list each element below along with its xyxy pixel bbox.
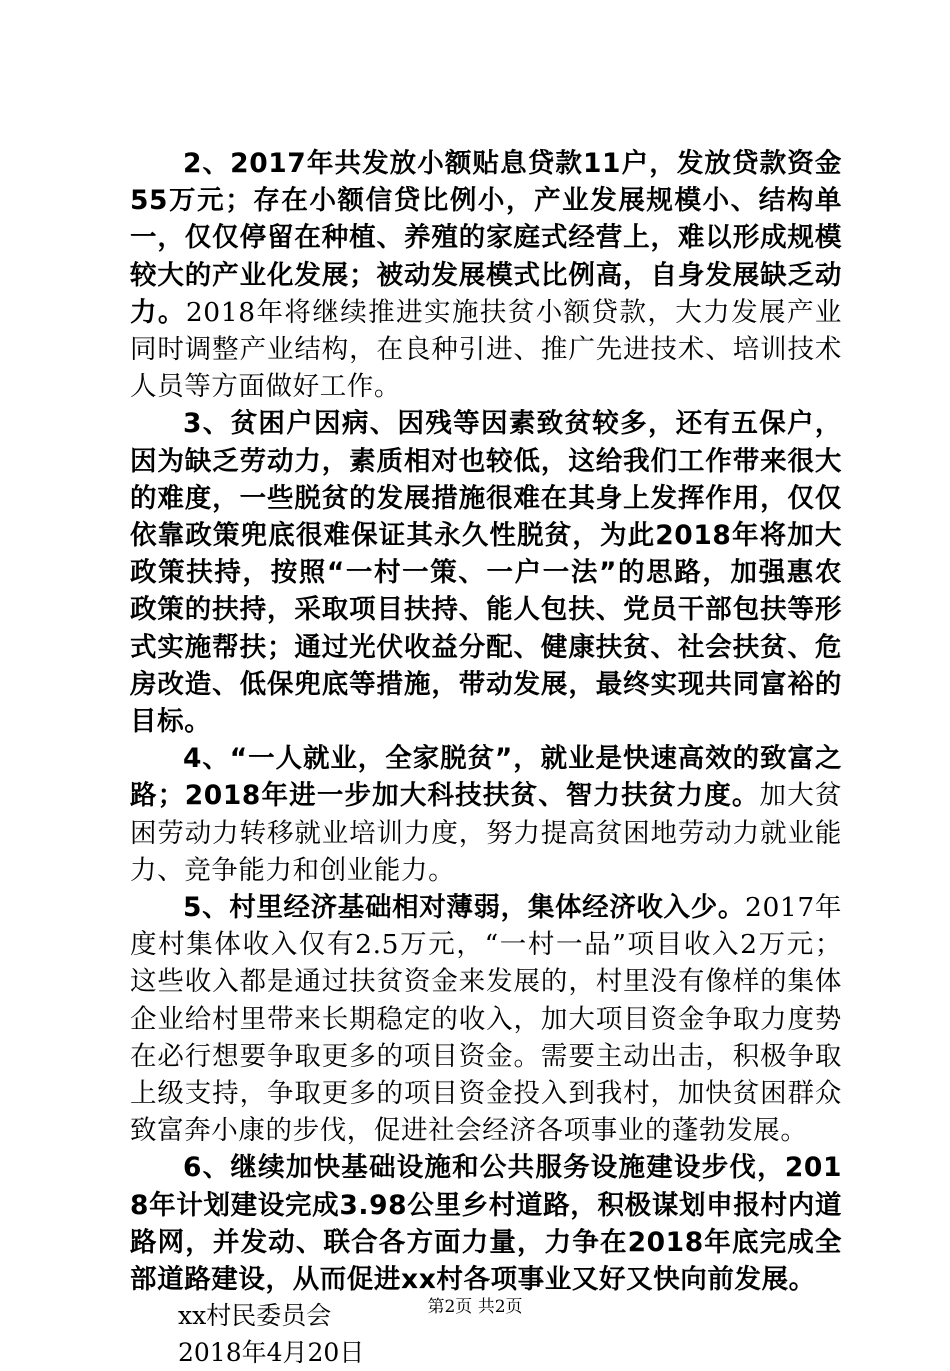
paragraph-normal-text: 加大贫困劳动力转移就业培训力度，努力提高贫困地劳动力就业能力、竞争能力和创业能力。: [130, 780, 842, 886]
paragraph-bold-text: 6、继续加快基础设施和公共服务设施建设步伐，2018年计划建设完成3.98公里乡村道路，积极谋划申报村内道路网，并发动、联合各方面力量，力争在2018年底完成全部道路建设，从而促进xx村各项事业又好又快向前发展。: [130, 1152, 842, 1296]
signature-line: xx村民委员会: [178, 1301, 332, 1331]
date-line: 2018年4月20日: [178, 1337, 365, 1367]
paragraph-normal-text: 2017年度村集体收入仅有2.5万元，“一村一品”项目收入2万元；这些收入都是通过扶贫资金来发展的，村里没有像样的集体企业给村里带来长期稳定的收入，加大项目资金争取力度势在必行想要争取更多的项目资金。需要主动出击，积极争取上级支持，争取更多的项目资金投入到我村，加快贫困群众致富奔小康的步伐，促进社会经济各项事业的蓬勃发展。: [130, 892, 842, 1147]
paragraph-item-6: [130, 1149, 842, 1298]
paragraph-item-3: [130, 405, 842, 740]
paragraph-bold-text: 5、村里经济基础相对薄弱，集体经济收入少。: [183, 892, 745, 924]
paragraph-item-5: [130, 889, 842, 1149]
document-body: [130, 145, 842, 1371]
paragraph-bold-text: 4、“一人就业，全家脱贫”，就业是快速高效的致富之路；2018年进一步加大科技扶贫、智力扶贫力度。: [130, 743, 842, 812]
page-number-footer: 第2页 共2页: [427, 1297, 523, 1317]
paragraph-bold-text: 3、贫困户因病、因残等因素致贫较多，还有五保户，因为缺乏劳动力，素质相对也较低，这给我们工作带来很大的难度，一些脱贫的发展措施很难在其身上发挥作用，仅仅依靠政策兜底很难保证其永久性脱贫，为此2018年将加大政策扶持，按照“一村一策、一户一法”的思路，加强惠农政策的扶持，采取项目扶持、能人包扶、党员干部包扶等形式实施帮扶；通过光伏收益分配、健康扶贫、社会扶贫、危房改造、低保兜底等措施，带动发展，最终实现共同富裕的目标。: [130, 408, 842, 738]
paragraph-normal-text: 2018年将继续推进实施扶贫小额贷款，大力发展产业同时调整产业结构，在良种引进、推广先进技术、培训技术人员等方面做好工作。: [130, 296, 842, 403]
paragraph-item-2: [130, 145, 842, 405]
paragraph-bold-text: 2、2017年共发放小额贴息贷款11户，发放贷款资金55万元；存在小额信贷比例小，产业发展规模小、结构单一，仅仅停留在种植、养殖的家庭式经营上，难以形成规模较大的产业化发展；被动发展模式比例高，自身发展缺乏动力。: [130, 148, 842, 328]
paragraph-item-4: [130, 740, 842, 889]
